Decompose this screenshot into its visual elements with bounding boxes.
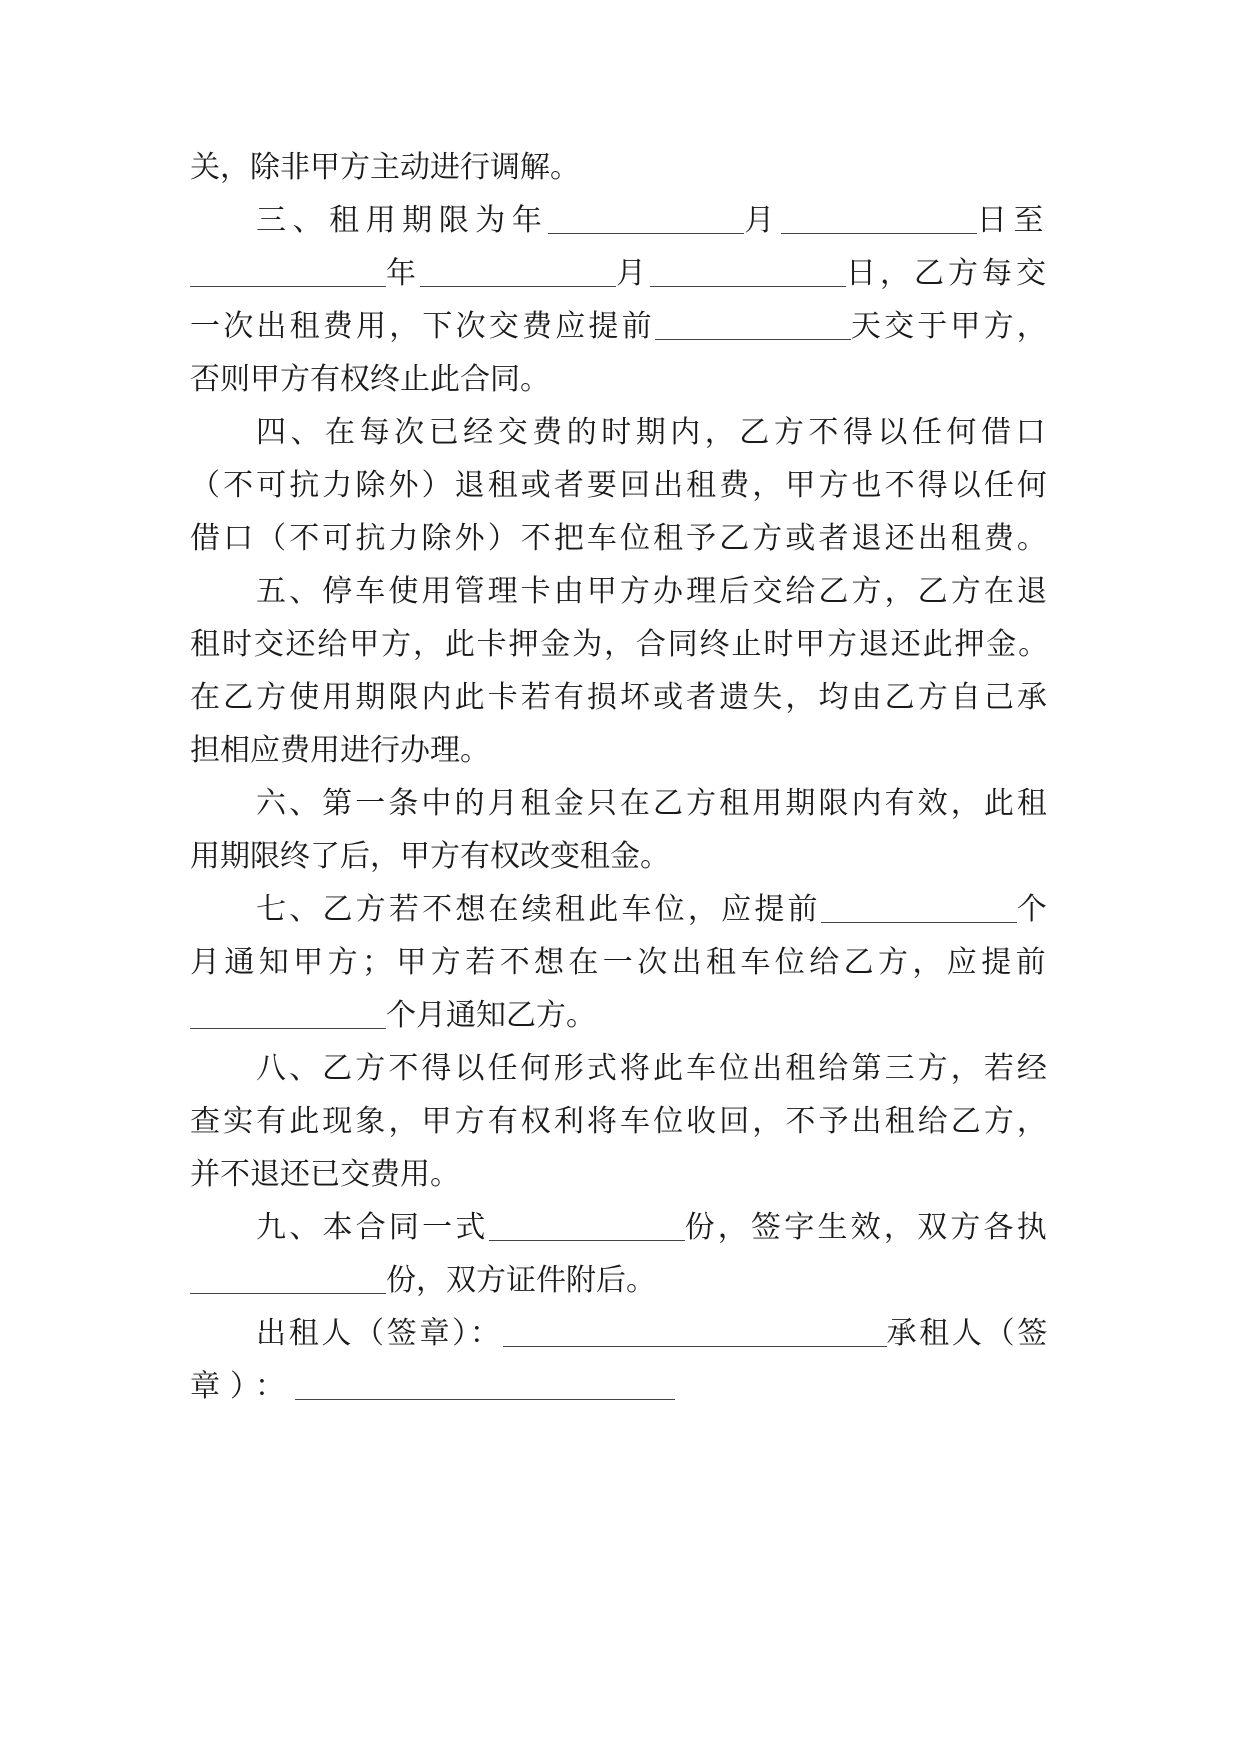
clause-8-line-1: 八、乙方不得以任何形式将此车位出租给第三方，若经	[256, 1051, 1050, 1086]
clause-4-line-3: 借口（不可抗力除外）不把车位租予乙方或者退还出租费。	[190, 521, 1050, 556]
clause-7-line-2: 月通知甲方；甲方若不想在一次出租车位给乙方，应提前	[190, 945, 1050, 980]
lessee-label: 承租人（签	[886, 1316, 1050, 1351]
clause-4-line-2: （不可抗力除外）退租或者要回出租费，甲方也不得以任何	[190, 468, 1050, 503]
blank-field	[548, 203, 744, 234]
clause-7-line-3: 个月通知乙方。	[190, 986, 1050, 1046]
lessee-signature-field	[295, 1369, 675, 1400]
blank-field	[489, 1210, 685, 1241]
clause-8-line-2: 查实有此现象，甲方有权利将车位收回，不予出租给乙方，	[190, 1104, 1050, 1139]
clause-3-line-2: 年 月 日，乙方每交	[190, 244, 1050, 304]
clause-3-line-4: 否则甲方有权终止此合同。	[190, 362, 550, 397]
blank-field	[781, 203, 977, 234]
blank-field	[190, 1263, 386, 1294]
clause-9-line-2: 份，双方证件附后。	[190, 1251, 1050, 1311]
clause-5-line-4: 担相应费用进行办理。	[190, 733, 490, 768]
clause-4-line-1: 四、在每次已经交费的时期内，乙方不得以任何借口	[256, 415, 1050, 450]
blank-field	[190, 998, 386, 1029]
clause-5-line-3: 在乙方使用期限内此卡若有损坏或者遗失，均由乙方自己承	[190, 680, 1050, 715]
clause-3-line-3: 一次出租费用，下次交费应提前 天交于甲方，	[190, 309, 1050, 344]
clause-8-line-3: 并不退还已交费用。	[190, 1157, 460, 1192]
blank-field	[655, 309, 851, 340]
clause-9-line-1: 九、本合同一式 份，签字生效，双方各执	[256, 1210, 1050, 1245]
lessor-label: 出租人（签章）：	[256, 1316, 503, 1351]
clause-2-tail: 关，除非甲方主动进行调解。	[190, 150, 580, 185]
clause-3-line-1: 三、租用期限为年 月 日至	[256, 203, 1050, 238]
signature-line-1	[190, 1304, 1050, 1364]
clause-5-line-2: 租时交还给甲方，此卡押金为，合同终止时甲方退还此押金。	[190, 627, 1050, 662]
blank-field	[821, 892, 1017, 923]
clause-6-line-2: 用期限终了后，甲方有权改变租金。	[190, 839, 670, 874]
blank-field	[650, 256, 846, 287]
clause-7-line-1: 七、乙方若不想在续租此车位，应提前 个	[256, 892, 1050, 927]
blank-field	[420, 256, 616, 287]
clause-6-line-1: 六、第一条中的月租金只在乙方租用期限内有效，此租	[256, 786, 1050, 821]
signature-line-2: 章）：	[190, 1357, 1050, 1417]
lessor-signature-field	[503, 1316, 887, 1347]
clause-5-line-1: 五、停车使用管理卡由甲方办理后交给乙方，乙方在退	[256, 574, 1050, 609]
blank-field	[190, 256, 386, 287]
